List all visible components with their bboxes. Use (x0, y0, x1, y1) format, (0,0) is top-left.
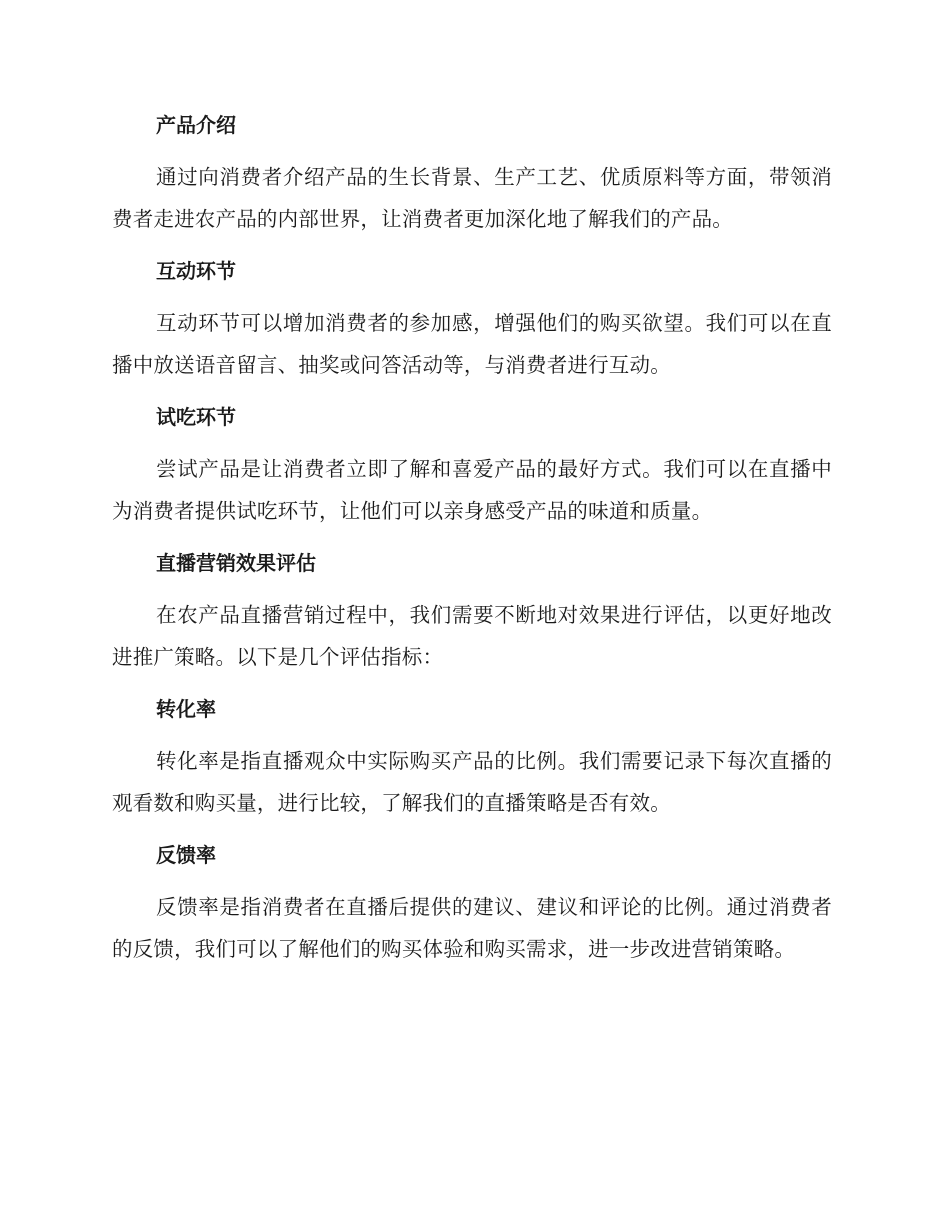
section-heading: 试吃环节 (156, 405, 236, 429)
section-paragraph: 在农产品直播营销过程中，我们需要不断地对效果进行评估，以更好地改进推广策略。以下是几个评估指标： (112, 603, 832, 669)
section-conversion-rate (112, 688, 832, 824)
section-heading: 转化率 (156, 697, 216, 721)
section-heading: 直播营销效果评估 (156, 551, 316, 575)
section-paragraph: 互动环节可以增加消费者的参加感，增强他们的购买欲望。我们可以在直播中放送语音留言、抽奖或问答活动等，与消费者进行互动。 (112, 311, 832, 377)
section-product-intro (112, 104, 832, 240)
section-paragraph: 反馈率是指消费者在直播后提供的建议、建议和评论的比例。通过消费者的反馈，我们可以了解他们的购买体验和购买需求，进一步改进营销策略。 (112, 895, 832, 961)
section-paragraph: 通过向消费者介绍产品的生长背景、生产工艺、优质原料等方面，带领消费者走进农产品的内部世界，让消费者更加深化地了解我们的产品。 (112, 165, 832, 231)
section-heading: 反馈率 (156, 843, 216, 867)
section-heading: 产品介绍 (156, 113, 236, 137)
section-feedback-rate (112, 834, 832, 970)
section-tasting (112, 396, 832, 532)
section-interaction (112, 250, 832, 386)
section-evaluation (112, 542, 832, 678)
document-page (112, 104, 832, 980)
section-heading: 互动环节 (156, 259, 236, 283)
section-paragraph: 转化率是指直播观众中实际购买产品的比例。我们需要记录下每次直播的观看数和购买量，进行比较，了解我们的直播策略是否有效。 (112, 749, 832, 815)
section-paragraph: 尝试产品是让消费者立即了解和喜爱产品的最好方式。我们可以在直播中为消费者提供试吃环节，让他们可以亲身感受产品的味道和质量。 (112, 457, 832, 523)
